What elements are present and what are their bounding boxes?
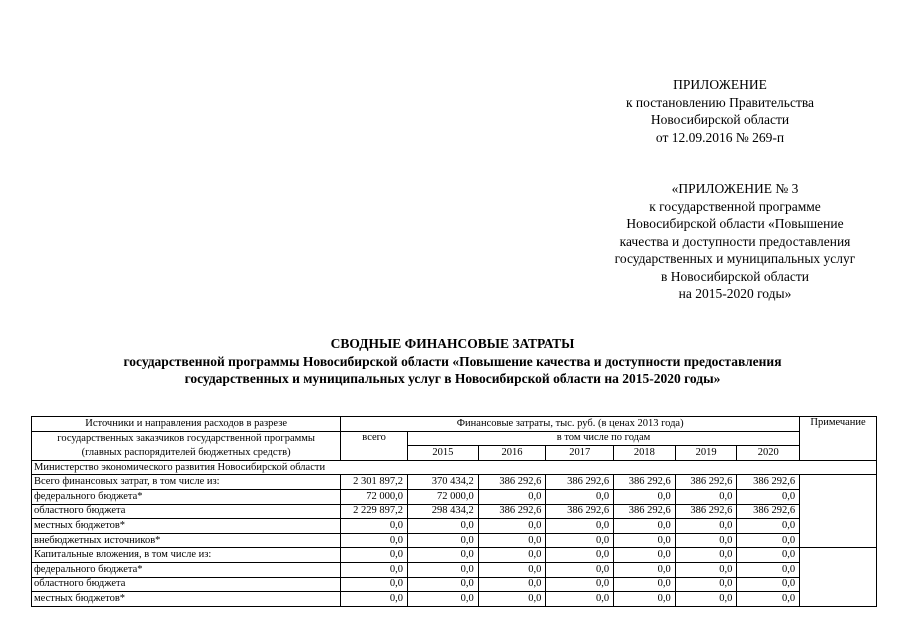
cell-year: 0,0: [737, 489, 800, 504]
cell-note: [800, 489, 877, 504]
cell-total: 2 229 897,2: [341, 504, 408, 519]
title-line-3: государственных и муниципальных услуг в Новосибирской области на 2015-2020 годы»: [184, 371, 721, 386]
cell-year: 0,0: [478, 489, 546, 504]
appendix-line: качества и доступности предоставления: [619, 233, 851, 249]
cell-year: 0,0: [675, 562, 737, 577]
cell-year: 0,0: [737, 548, 800, 563]
cell-year: 0,0: [407, 533, 478, 548]
cell-year: 0,0: [614, 592, 676, 607]
cell-year: 0,0: [614, 533, 676, 548]
cell-year: 0,0: [478, 592, 546, 607]
cell-year: 0,0: [478, 533, 546, 548]
cell-year: 0,0: [478, 562, 546, 577]
cell-year: 0,0: [614, 489, 676, 504]
cell-year: 386 292,6: [614, 504, 676, 519]
cell-year: 386 292,6: [737, 504, 800, 519]
header-year: 2019: [675, 446, 737, 461]
cell-year: 0,0: [407, 577, 478, 592]
cell-year: 0,0: [546, 533, 614, 548]
cell-year: 0,0: [737, 577, 800, 592]
cell-total: 0,0: [341, 519, 408, 534]
cell-year: 0,0: [675, 592, 737, 607]
cell-year: 386 292,6: [478, 475, 546, 490]
table-row: [32, 533, 877, 548]
row-label: местных бюджетов*: [32, 519, 341, 534]
header-year: 2017: [546, 446, 614, 461]
cell-year: 0,0: [614, 577, 676, 592]
cell-total: 0,0: [341, 562, 408, 577]
header-sources-line3: (главных распорядителей бюджетных средств): [32, 446, 341, 461]
cell-year: 386 292,6: [737, 475, 800, 490]
cell-year: 72 000,0: [407, 489, 478, 504]
cell-year: 0,0: [614, 562, 676, 577]
cell-total: 2 301 897,2: [341, 475, 408, 490]
cell-year: 386 292,6: [614, 475, 676, 490]
cell-note: [800, 548, 877, 563]
cell-year: 386 292,6: [546, 475, 614, 490]
header-by-years: в том числе по годам: [407, 431, 799, 446]
cell-total: 0,0: [341, 577, 408, 592]
cell-year: 0,0: [614, 548, 676, 563]
cell-year: 386 292,6: [675, 504, 737, 519]
header-total: всего: [341, 431, 408, 460]
cell-year: 0,0: [614, 519, 676, 534]
title-line-1: СВОДНЫЕ ФИНАНСОВЫЕ ЗАТРАТЫ: [330, 336, 575, 351]
cell-note: [800, 562, 877, 577]
cell-year: 386 292,6: [546, 504, 614, 519]
row-label: федерального бюджета*: [32, 562, 341, 577]
cell-total: 0,0: [341, 592, 408, 607]
cell-year: 0,0: [546, 577, 614, 592]
cell-year: 0,0: [546, 548, 614, 563]
appendix-line: государственных и муниципальных услуг: [614, 251, 856, 266]
row-label: Всего финансовых затрат, в том числе из:: [32, 475, 341, 490]
title-line-2: государственной программы Новосибирской области «Повышение качества и доступности предоставления: [123, 353, 782, 369]
row-label: федерального бюджета*: [32, 489, 341, 504]
approval-line: от 12.09.2016 № 269-п: [655, 129, 785, 145]
header-year: 2015: [407, 446, 478, 461]
row-label: Капитальные вложения, в том числе из:: [32, 548, 341, 563]
table-row: [32, 519, 877, 534]
row-label: областного бюджета: [32, 504, 341, 519]
cell-year: 370 434,2: [407, 475, 478, 490]
cell-year: 0,0: [675, 577, 737, 592]
cell-year: 0,0: [675, 519, 737, 534]
header-year: 2018: [614, 446, 676, 461]
cell-year: 0,0: [737, 519, 800, 534]
cell-year: 298 434,2: [407, 504, 478, 519]
cell-note: [800, 577, 877, 592]
cell-note: [800, 504, 877, 519]
cell-year: 0,0: [737, 562, 800, 577]
table-row: [32, 489, 877, 504]
table-row: [32, 562, 877, 577]
appendix-line: Новосибирской области «Повышение: [626, 216, 844, 231]
cell-year: 0,0: [675, 489, 737, 504]
row-label: областного бюджета: [32, 577, 341, 592]
approval-block: [600, 76, 840, 146]
appendix-block: [585, 180, 885, 303]
cell-year: 0,0: [407, 548, 478, 563]
cell-year: 0,0: [546, 519, 614, 534]
cell-total: 0,0: [341, 533, 408, 548]
cell-year: 0,0: [478, 548, 546, 563]
table-row: [32, 577, 877, 592]
header-year: 2020: [737, 446, 800, 461]
appendix-line: в Новосибирской области: [660, 268, 810, 284]
table-row: [32, 548, 877, 563]
cell-year: 0,0: [675, 533, 737, 548]
header-sources: Источники и направления расходов в разрезе: [32, 417, 341, 432]
cell-year: 386 292,6: [675, 475, 737, 490]
document-title: [0, 335, 905, 388]
cell-year: 386 292,6: [478, 504, 546, 519]
header-sources-line2: государственных заказчиков государственной программы: [32, 431, 341, 446]
cell-note: [800, 475, 877, 490]
table-body: [32, 460, 877, 606]
approval-line: Новосибирской области: [650, 112, 790, 127]
header-note: Примечание: [800, 417, 877, 461]
appendix-line: «ПРИЛОЖЕНИЕ № 3: [671, 181, 799, 196]
cell-year: 0,0: [478, 519, 546, 534]
cell-year: 0,0: [407, 562, 478, 577]
cell-year: 0,0: [546, 562, 614, 577]
section-title: Министерство экономического развития Новосибирской области: [32, 460, 877, 475]
table-row: [32, 475, 877, 490]
cell-year: 0,0: [407, 519, 478, 534]
approval-line: ПРИЛОЖЕНИЕ: [673, 77, 767, 92]
appendix-line: к государственной программе: [649, 198, 821, 214]
header-financial-costs: Финансовые затраты, тыс. руб. (в ценах 2013 года): [341, 417, 800, 432]
cell-year: 0,0: [546, 592, 614, 607]
table-header: [32, 417, 877, 461]
table-row: [32, 592, 877, 607]
cell-total: 0,0: [341, 548, 408, 563]
cell-note: [800, 533, 877, 548]
financial-costs-table: [31, 416, 877, 607]
header-year: 2016: [478, 446, 546, 461]
approval-line: к постановлению Правительства: [625, 94, 815, 110]
cell-year: 0,0: [546, 489, 614, 504]
cell-year: 0,0: [478, 577, 546, 592]
cell-note: [800, 592, 877, 607]
row-label: внебюджетных источников*: [32, 533, 341, 548]
appendix-line: на 2015-2020 годы»: [678, 286, 792, 301]
cell-total: 72 000,0: [341, 489, 408, 504]
cell-year: 0,0: [407, 592, 478, 607]
table-row: [32, 504, 877, 519]
cell-year: 0,0: [737, 533, 800, 548]
cell-year: 0,0: [737, 592, 800, 607]
cell-note: [800, 519, 877, 534]
row-label: местных бюджетов*: [32, 592, 341, 607]
cell-year: 0,0: [675, 548, 737, 563]
